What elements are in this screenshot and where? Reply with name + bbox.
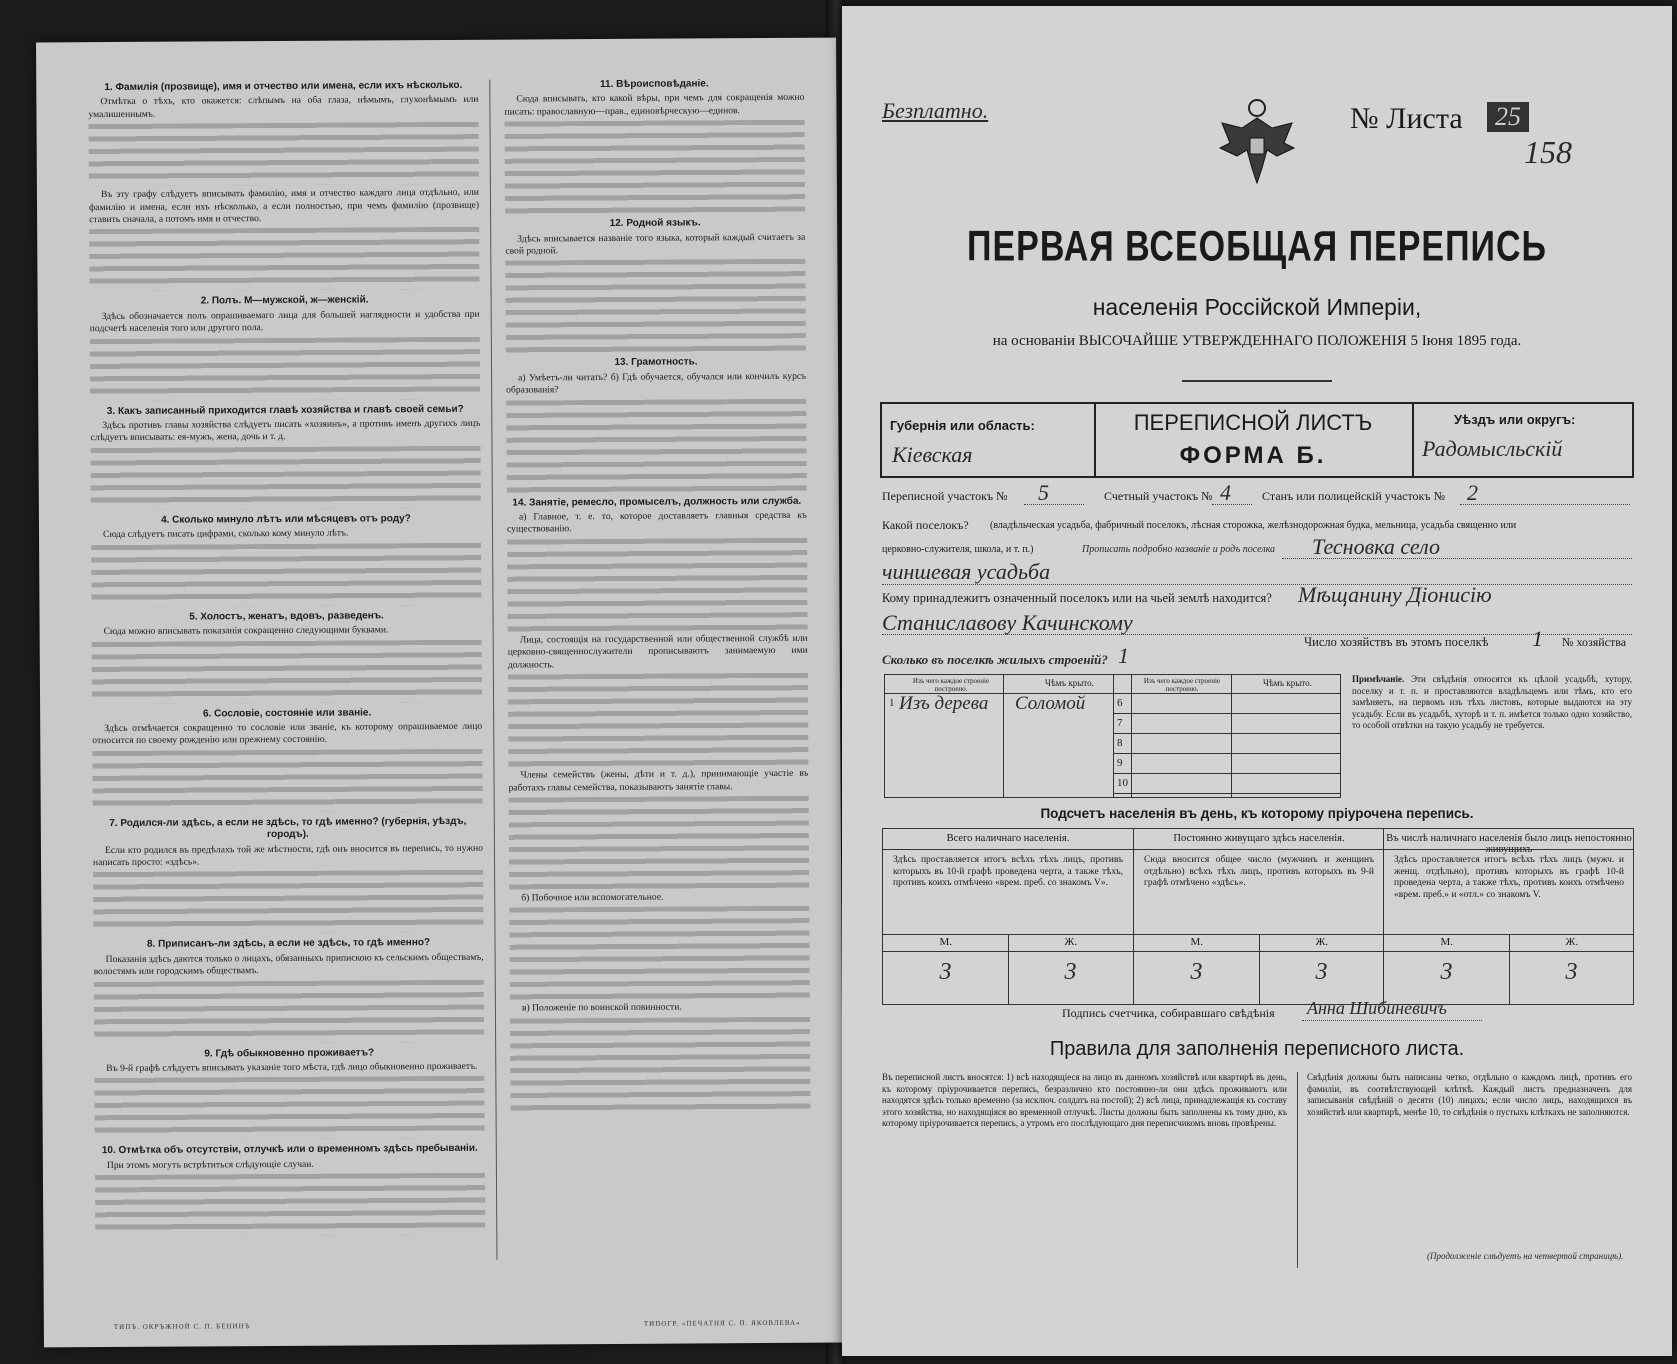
households-label: Число хозяйствъ въ этомъ поселкѣ [1304,635,1489,649]
small-print-texture [89,227,479,291]
instruction-heading: 7. Родился-ли здѣсь, а если не здѣсь, то гдѣ именно? (губернія, уѣздъ, городъ). [109,815,467,841]
small-print-texture [509,796,810,890]
instruction-paragraph: Показанія здѣсь даются только о лицахъ, обязанныхъ припискою къ сельскимъ обществамъ, волостямъ или городскимъ обществамъ. [93,951,484,978]
buildings-note [1352,674,1632,732]
small-print-texture [89,122,479,186]
instruction-heading: 10. Отмѣтка объ отсутствіи, отлучкѣ или о временномъ здѣсь пребываніи. [101,1143,478,1157]
buildings-head-material-2: Изъ чего каждое строеніе построено. [1143,677,1221,693]
male-count: 3 [1440,959,1453,985]
small-print-texture [92,748,482,812]
sheet-number-label: № Листа [1350,102,1463,135]
imperial-eagle-emblem [1212,88,1302,188]
stan-label: Станъ или полицейскій участокъ № [1262,489,1446,503]
small-print-texture [95,1173,485,1237]
male-label: М. [1190,936,1204,948]
instruction-heading: 3. Какъ записанный приходится главѣ хозяйства и главѣ своей семьи? [106,403,464,417]
census-district-value: 5 [1038,480,1049,505]
small-print-texture [90,336,480,400]
instruction-paragraph: Здѣсь вписывается названіе того языка, который каждый считаетъ за свой родной. [505,231,806,257]
instruction-heading: 2. Полъ. М—мужской, ж—женскій. [200,294,369,307]
instruction-heading: 12. Родной языкъ. [609,217,701,230]
male-label: М. [1440,936,1454,948]
female-label: Ж. [1315,936,1329,948]
settlement-hint-2: церковно-служителя, школа, и т. п.) [882,544,1034,555]
instruction-heading: 1. Фамилія (прозвище), имя и отчество или имена, если ихъ нѣсколько. [104,79,463,94]
instructions-column-a [88,75,485,1241]
free-label: Безплатно. [882,98,989,123]
rules-footnote: (Продолженіе слѣдуетъ на четвертой страницѣ). [1427,1251,1624,1261]
instruction-heading: 6. Сословіе, состояніе или званіе. [202,706,372,719]
instruction-paragraph: Здѣсь противъ главы хозяйства слѣдуетъ писать «хозяинъ», а противъ именъ другихъ лицъ слѣдуетъ вписывать: ея-мужъ, жена, дочь и т. д. [90,417,481,444]
settlement-hint-3: Прописать подробно названіе и родъ поселка [1082,544,1276,555]
instruction-paragraph: Сюда можно вписывать показанія сокращенно следующими буквами. [103,624,389,638]
owner-value-1: Мѣщанину Діонисію [1298,582,1492,607]
instruction-heading: 11. Вѣроисповѣданіе. [599,78,709,91]
instruction-paragraph: Здѣсь обозначается полъ опрашиваемаго лица для большей наглядности и удобства при подсчетѣ населенія того или другого пола. [89,308,480,335]
note-text: Эти свѣдѣнія относятся къ цѣлой усадьбѣ, хутору, поселку и т. п. и проставляются владѣльцемъ или тѣмъ, кто его замѣняетъ, на первомъ изъ тѣхъ листовъ, которые выдаются на эту усадьбу. Если въ усадьбѣ, хуторѣ и т. п. имѣется только одно хозяйство, то особой отвѣтки на такую усадьбу не требуется. [1352,674,1632,730]
gubernia-value: Кіевская [892,442,973,467]
small-print-texture [505,120,806,214]
buildings-head-roof: Чѣмъ крыто. [1045,678,1094,688]
instruction-paragraph: Въ 9-й графѣ слѣдуетъ вписывать указаніе того мѣста, гдѣ лицо обыкновенно проживаетъ. [106,1060,478,1075]
instruction-paragraph: Члены семействъ (жены, дѣти и т. д.), принимающіе участіе въ работахъ главы семейства, показываютъ занятіе главы. [508,767,809,794]
male-count: 3 [1190,959,1203,985]
instruction-paragraph: Въ эту графу слѣдуетъ вписывать фамилію, имя и отчество каждаго лица отдѣльно, или фамилію и имена, если ихъ нѣсколько, а если полностью, при чемъ фамилію (прозвище) ставить сначала, а потомъ имя и отчество. [88,186,480,226]
small-print-texture [506,398,807,492]
small-print-texture [90,446,480,510]
table-row-rule [1113,713,1340,714]
buildings-label: Сколько въ поселкѣ жилыхъ строеній? [882,652,1108,667]
instruction-heading: 14. Занятіе, ремесло, промыселъ, должность или служба. [512,495,802,509]
count-column-description: Здѣсь проставляется итогъ всѣхъ тѣхъ лицъ, противъ которыхъ въ 10-й графѣ проведена черта, а также тѣхъ, противъ коихъ отмѣчено «врем. преб. со знакомъ V». [893,855,1123,888]
gubernia-label: Губернія или область: [890,418,1035,433]
page-subtitle: населенія Россійской Имперіи, [1092,294,1422,320]
rules-title: Правила для заполненія переписного листа. [1049,1038,1465,1060]
instructions-column-b [504,73,810,1114]
female-count: 3 [1315,959,1328,985]
buildings-table [884,674,1341,798]
title-rule [1182,380,1332,382]
instruction-paragraph: а) Главное, т. е. то, которое доставляетъ главныя средства къ существованію. [506,509,807,536]
uezd-value: Радомысльскій [1422,436,1563,461]
uezd-cell [1412,404,1634,476]
building-material: Изъ дерева [899,693,989,714]
table-row-rule [1113,773,1340,774]
right-page-census-form [842,6,1672,1356]
stan-value: 2 [1467,480,1478,505]
female-label: Ж. [1064,936,1078,948]
small-print-texture [92,639,482,703]
page-title: ПЕРВАЯ ВСЕОБЩАЯ ПЕРЕПИСЬ [967,223,1547,271]
small-print-texture [507,538,808,632]
owner-value-2: Станиславову Качинскому [882,610,1133,635]
female-count: 3 [1565,959,1578,985]
female-count: 3 [1064,959,1077,985]
count-column [883,829,1133,1004]
form-type: ФОРМА Б. [1179,442,1327,469]
settlement-hint: (владѣльческая усадьба, фабричный поселокъ, лѣсная сторожка, желѣзнодорожная будка, мельница, усадьба священно или [990,520,1517,531]
female-label: Ж. [1565,936,1579,948]
form-header-box [880,402,1634,478]
small-print-texture [509,906,810,1000]
owner-label: Кому принадлежитъ означенный поселокъ или на чьей землѣ находится? [882,591,1272,605]
gubernia-cell [882,404,1096,476]
instruction-paragraph: При этомъ могутъ встрѣтиться слѣдующіе случаи. [106,1158,314,1171]
instruction-heading: 4. Сколько минуло лѣтъ или мѣсяцевъ отъ роду? [161,513,411,526]
instruction-heading: 8. Приписанъ-ли здѣсь, а если не здѣсь, то гдѣ именно? [146,937,431,951]
small-print-texture [94,979,484,1043]
count-district-label: Счетный участокъ № [1104,489,1213,503]
small-print-texture [93,870,483,934]
count-district-value: 4 [1220,480,1231,505]
sheet-number-corner: 158 [1524,134,1572,170]
male-count: 3 [939,959,952,985]
table-row-rule [1113,793,1340,794]
note-title: Примѣчаніе. [1352,674,1405,684]
instruction-paragraph: б) Побочное или вспомогательное. [521,891,664,904]
buildings-value: 1 [1118,643,1129,668]
small-print-texture [508,673,809,767]
small-print-texture [91,542,481,606]
building-row-number: 9 [1117,757,1123,769]
count-title: Подсчетъ населенія въ день, къ которому пріурочена перепись. [1040,806,1474,821]
building-row-number: 6 [1117,697,1123,709]
printer-mark-right: ТИПОГР. «ПЕЧАТНЯ С. П. ЯКОВЛЕВА» [643,1318,801,1328]
form-title: ПЕРЕПИСНОЙ ЛИСТЪ [1133,410,1373,435]
count-column-description: Сюда вносится общее число (мужчинъ и женщинъ отдѣльно) всѣхъ тѣхъ лицъ, противъ которыхъ въ 9-й графѣ отмѣчено «здѣсь». [1144,855,1374,888]
small-print-texture [510,1016,811,1110]
building-row-number: 7 [1117,717,1123,729]
count-column-head: Всего наличнаго населенія. [946,833,1070,844]
uezd-label: Уѣздъ или округъ: [1454,412,1576,427]
building-row-number: 10 [1117,777,1128,789]
settlement-value-2: чиншевая усадьба [882,559,1051,584]
building-roof: Соломой [1015,693,1086,714]
rules-left: Въ переписной листъ вносятся: 1) всѣ находящіеся на лицо въ данномъ хозяйствѣ или квартирѣ въ день, къ которому пріурочивается перепись, безразлично кто постоянно-ли они здѣсь проживаютъ или находятся здѣсь только временно (за исключ. солдатъ на постой); 2) всѣ лица, принадлежащія къ составу этого хозяйства, но находящіяся во временной отлучкѣ. Листы должны быть заполнены къ тому дню, къ которому пріурочивается перепись, а утромъ его послѣдующаго дня переписчикомъ вновь провѣрены. [882,1072,1287,1128]
decree-basis: на основаніи ВЫСОЧАЙШЕ УТВЕРЖДЕННАГО ПОЛОЖЕНІЯ 5 Іюня 1895 года. [992,333,1522,349]
household-number-label: № хозяйства [1562,635,1627,649]
count-column [1383,829,1634,1004]
instruction-paragraph: Если кто родился въ предѣлахъ той же мѣстности, гдѣ онъ вносится въ перепись, то нужно написать просто: «здѣсь». [92,842,483,869]
building-row-number: 1 [889,697,895,709]
male-label: М. [939,936,953,948]
instruction-paragraph: в) Положеніе по воинской повинности. [521,1001,682,1014]
buildings-head-material: Изъ чего каждое строеніе построено. [912,677,990,693]
count-column-description: Здѣсь проставляется итогъ всѣхъ тѣхъ лицъ (мужч. и женщ. отдѣльно), противъ которыхъ въ графѣ 10-й проведена черта, а также тѣхъ, противъ коихъ отмѣчено «врем. преб.» и «отл.» со знакомъ V. [1394,855,1624,900]
signature-value: Анна Шибиневичъ [1307,998,1447,1018]
census-district-label: Переписной участокъ № [882,489,1008,503]
signature-label: Подпись счетчика, собиравшаго свѣдѣнія [1062,1006,1275,1020]
instruction-paragraph: а) Умѣетъ-ли читать? б) Гдѣ обучается, обучался или кончилъ курсъ образованія? [506,370,807,396]
building-row-number: 8 [1117,737,1123,749]
instruction-heading: 9. Гдѣ обыкновенно проживаетъ? [204,1046,375,1060]
sheet-number-value: 25 [1487,102,1529,132]
households-value: 1 [1532,626,1543,651]
small-print-texture [94,1076,484,1140]
instruction-paragraph: Лица, состоящія на государственной или общественной службѣ или церковно-священнослужители прописываютъ занимаемую ими должность. [507,632,808,671]
small-print-texture [505,259,806,353]
column-divider [489,80,497,1260]
instruction-paragraph: Отмѣтка о тѣхъ, кто окажется: слѣпымъ на оба глаза, нѣмымъ, глухонѣмымъ или умалишеннымъ. [88,94,479,120]
table-row-rule [1113,733,1340,734]
count-column [1133,829,1384,1004]
settlement-label: Какой поселокъ? [882,518,969,532]
instruction-paragraph: Сюда слѣдуетъ писать цифрами, сколько кому минуло лѣтъ. [102,527,349,541]
buildings-head-roof-2: Чѣмъ крыто. [1263,678,1312,688]
population-count-table [882,828,1634,1005]
instruction-heading: 5. Холостъ, женатъ, вдовъ, разведенъ. [189,610,384,623]
count-column-head: Въ числѣ наличнаго населенія было лицъ непостоянно [1386,833,1632,844]
instruction-heading: 13. Грамотность. [614,356,698,369]
count-column-head: Постоянно живущаго здѣсь населенія. [1173,833,1345,844]
table-row-rule [1113,753,1340,754]
printer-mark-left: ТИПЪ. ОКРЪЖНОЙ С. П. БЕНИНЪ [113,1322,251,1332]
settlement-value-1: Тесновка село [1312,534,1440,559]
rules-right: Свѣдѣнія должны быть написаны четко, отдѣльно о каждомъ лицѣ, противъ его фамиліи, въ соотвѣтствующей клѣткѣ. Каждый листъ предназначенъ для записыванія свѣдѣній о десяти (10) лицахъ; если число лицъ, находящихся въ хозяйствѣ или квартирѣ, менѣе 10, то свѣдѣнія о пустыхъ клѣткахъ не заполняются. [1307,1072,1632,1117]
instruction-paragraph: Сюда вписывать, кто какой вѣры, при чемъ для сокращенія можно писать: православную—прав., единовѣрческую—единов. [504,92,805,118]
instruction-paragraph: Здѣсь отмѣчается сокращенно то сословіе или званіе, къ которому опрашиваемое лицо относится по своему рожденію или прежнему состоянію. [92,720,483,747]
left-page-instructions [36,38,844,1348]
